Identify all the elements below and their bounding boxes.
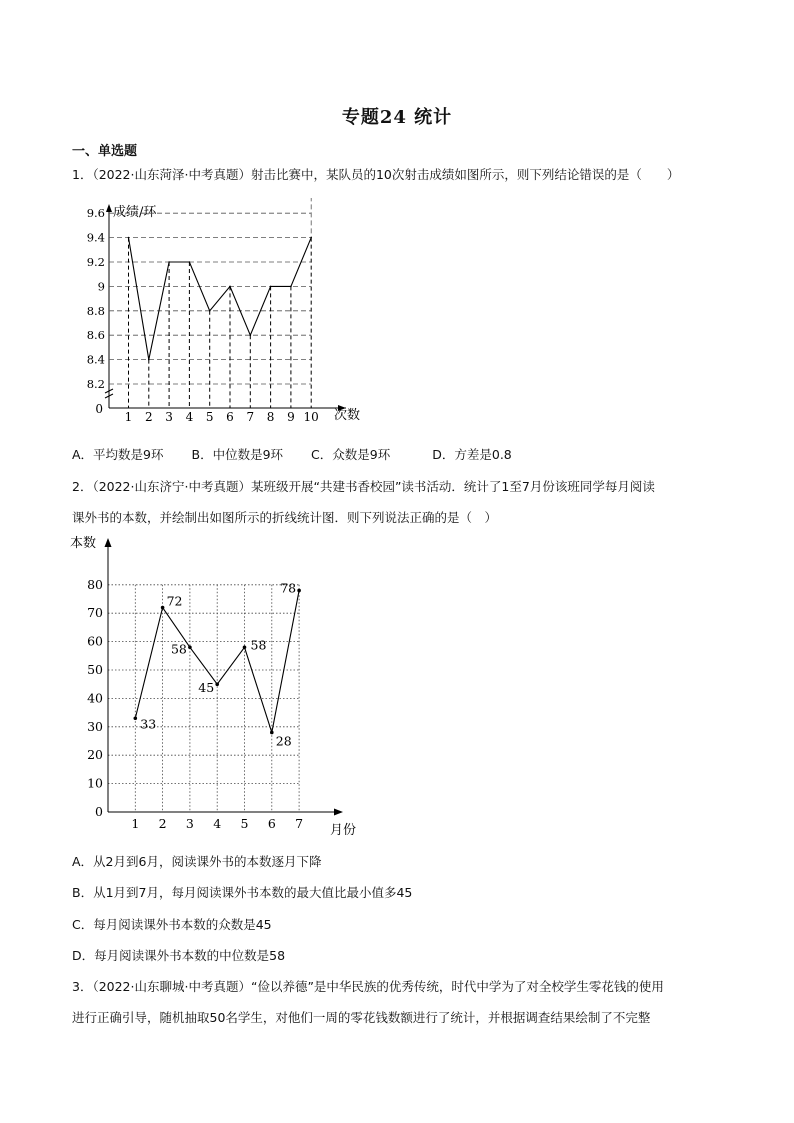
y-tick-label: 9.2 <box>86 255 105 269</box>
y-tick-label: 50 <box>87 662 103 677</box>
y-tick-label: 0 <box>95 804 103 819</box>
x-tick-label: 6 <box>226 410 234 424</box>
x-tick-label: 3 <box>185 816 194 831</box>
data-label: 33 <box>140 716 157 732</box>
option-c[interactable]: C．每月阅读课外书本数的众数是45 <box>72 917 272 932</box>
data-point <box>310 237 312 239</box>
data-point <box>270 286 272 288</box>
data-label: 28 <box>275 733 292 749</box>
x-axis-arrow <box>334 809 343 816</box>
x-tick-label: 2 <box>144 410 153 424</box>
option-c[interactable]: C．众数是9环 <box>311 447 391 462</box>
data-point <box>209 310 211 312</box>
x-tick-label: 5 <box>240 816 249 831</box>
question-1-options <box>72 445 512 463</box>
option-b[interactable]: B．中位数是9环 <box>191 447 284 462</box>
x-tick-label: 3 <box>165 410 173 424</box>
data-point <box>250 334 252 336</box>
y-tick-label: 8.2 <box>86 377 105 391</box>
section-heading: 一、单选题 <box>72 144 138 159</box>
y-tick-label: 20 <box>87 747 103 763</box>
x-tick-label: 2 <box>158 816 167 831</box>
x-axis-label: 次数 <box>334 408 361 423</box>
data-label: 58 <box>250 637 267 653</box>
question-2-line-1: 2．（2022·山东济宁·中考真题）某班级开展“共建书香校园”读书活动．统计了1至7月份该班同学每月阅读 <box>72 479 655 494</box>
option-d[interactable]: D．方差是0.8 <box>432 447 512 462</box>
chart-2-books-read <box>66 528 376 843</box>
data-point <box>243 645 247 649</box>
data-point <box>189 261 191 263</box>
x-tick-label: 9 <box>287 410 295 424</box>
x-axis-label: 月份 <box>330 823 357 838</box>
option-a[interactable]: A．平均数是9环 <box>72 447 164 462</box>
x-tick-label: 7 <box>246 410 255 424</box>
data-point <box>290 286 292 288</box>
y-tick-label: 9 <box>97 279 105 294</box>
x-tick-label: 8 <box>266 410 275 424</box>
y-tick-label: 10 <box>87 775 103 791</box>
x-tick-label: 6 <box>267 816 276 831</box>
data-point <box>297 589 301 593</box>
y-tick-label: 60 <box>87 633 103 649</box>
data-point <box>134 716 138 720</box>
data-label: 45 <box>198 680 215 696</box>
data-point <box>148 359 150 361</box>
question-3-line-2: 进行正确引导，随机抽取50名学生，对他们一周的零花钱数额进行了统计，并根据调查结果绘制了不完整 <box>72 1010 651 1025</box>
x-tick-label: 1 <box>131 816 140 831</box>
y-tick-label: 9.6 <box>86 206 105 221</box>
y-tick-label: 40 <box>87 690 103 706</box>
data-point <box>270 731 274 735</box>
data-point <box>161 606 165 610</box>
x-tick-label: 4 <box>213 816 222 831</box>
y-axis-arrow <box>105 538 112 547</box>
y-tick-label: 8.6 <box>86 328 105 343</box>
origin-label: 0 <box>95 402 103 416</box>
x-tick-label: 1 <box>124 410 133 424</box>
question-3-line-1: 3．（2022·山东聊城·中考真题）“俭以养德”是中华民族的优秀传统，时代中学为了对全校学生零花钱的使用 <box>72 979 664 994</box>
data-point <box>229 286 231 288</box>
series-line <box>129 238 312 360</box>
y-axis-arrow <box>106 204 112 212</box>
page-title: 专题24 统计 <box>341 107 453 128</box>
question-1-text: 1．（2022·山东菏泽·中考真题）射击比赛中，某队员的10次射击成绩如图所示，则下列结论错误的是（ ） <box>72 167 680 182</box>
y-axis-label: 成绩/环 <box>113 205 157 220</box>
x-tick-label: 5 <box>205 410 214 424</box>
option-a[interactable]: A．从2月到6月，阅读课外书的本数逐月下降 <box>72 854 322 869</box>
y-tick-label: 80 <box>87 576 103 592</box>
y-tick-label: 9.4 <box>86 230 105 245</box>
question-2-line-2: 课外书的本数，并绘制出如图所示的折线统计图．则下列说法正确的是（ ） <box>72 510 498 525</box>
data-point <box>128 237 130 239</box>
data-point <box>188 645 192 649</box>
y-tick-label: 8.8 <box>86 303 105 318</box>
data-label: 72 <box>166 593 183 609</box>
y-axis-label: 本数 <box>70 536 97 551</box>
option-b[interactable]: B．从1月到7月，每月阅读课外书本数的最大值比最小值多45 <box>72 885 413 900</box>
y-tick-label: 8.4 <box>86 352 105 367</box>
data-label: 78 <box>280 580 297 596</box>
data-label: 58 <box>170 641 187 657</box>
data-point <box>215 682 219 686</box>
option-d[interactable]: D．每月阅读课外书本数的中位数是58 <box>72 948 286 963</box>
x-tick-label: 4 <box>185 410 194 424</box>
x-tick-label: 7 <box>295 816 304 831</box>
x-tick-label: 10 <box>303 410 319 424</box>
y-tick-label: 70 <box>87 605 103 621</box>
chart-1-shooting-scores <box>84 198 384 428</box>
data-point <box>168 261 170 263</box>
y-tick-label: 30 <box>87 718 103 734</box>
